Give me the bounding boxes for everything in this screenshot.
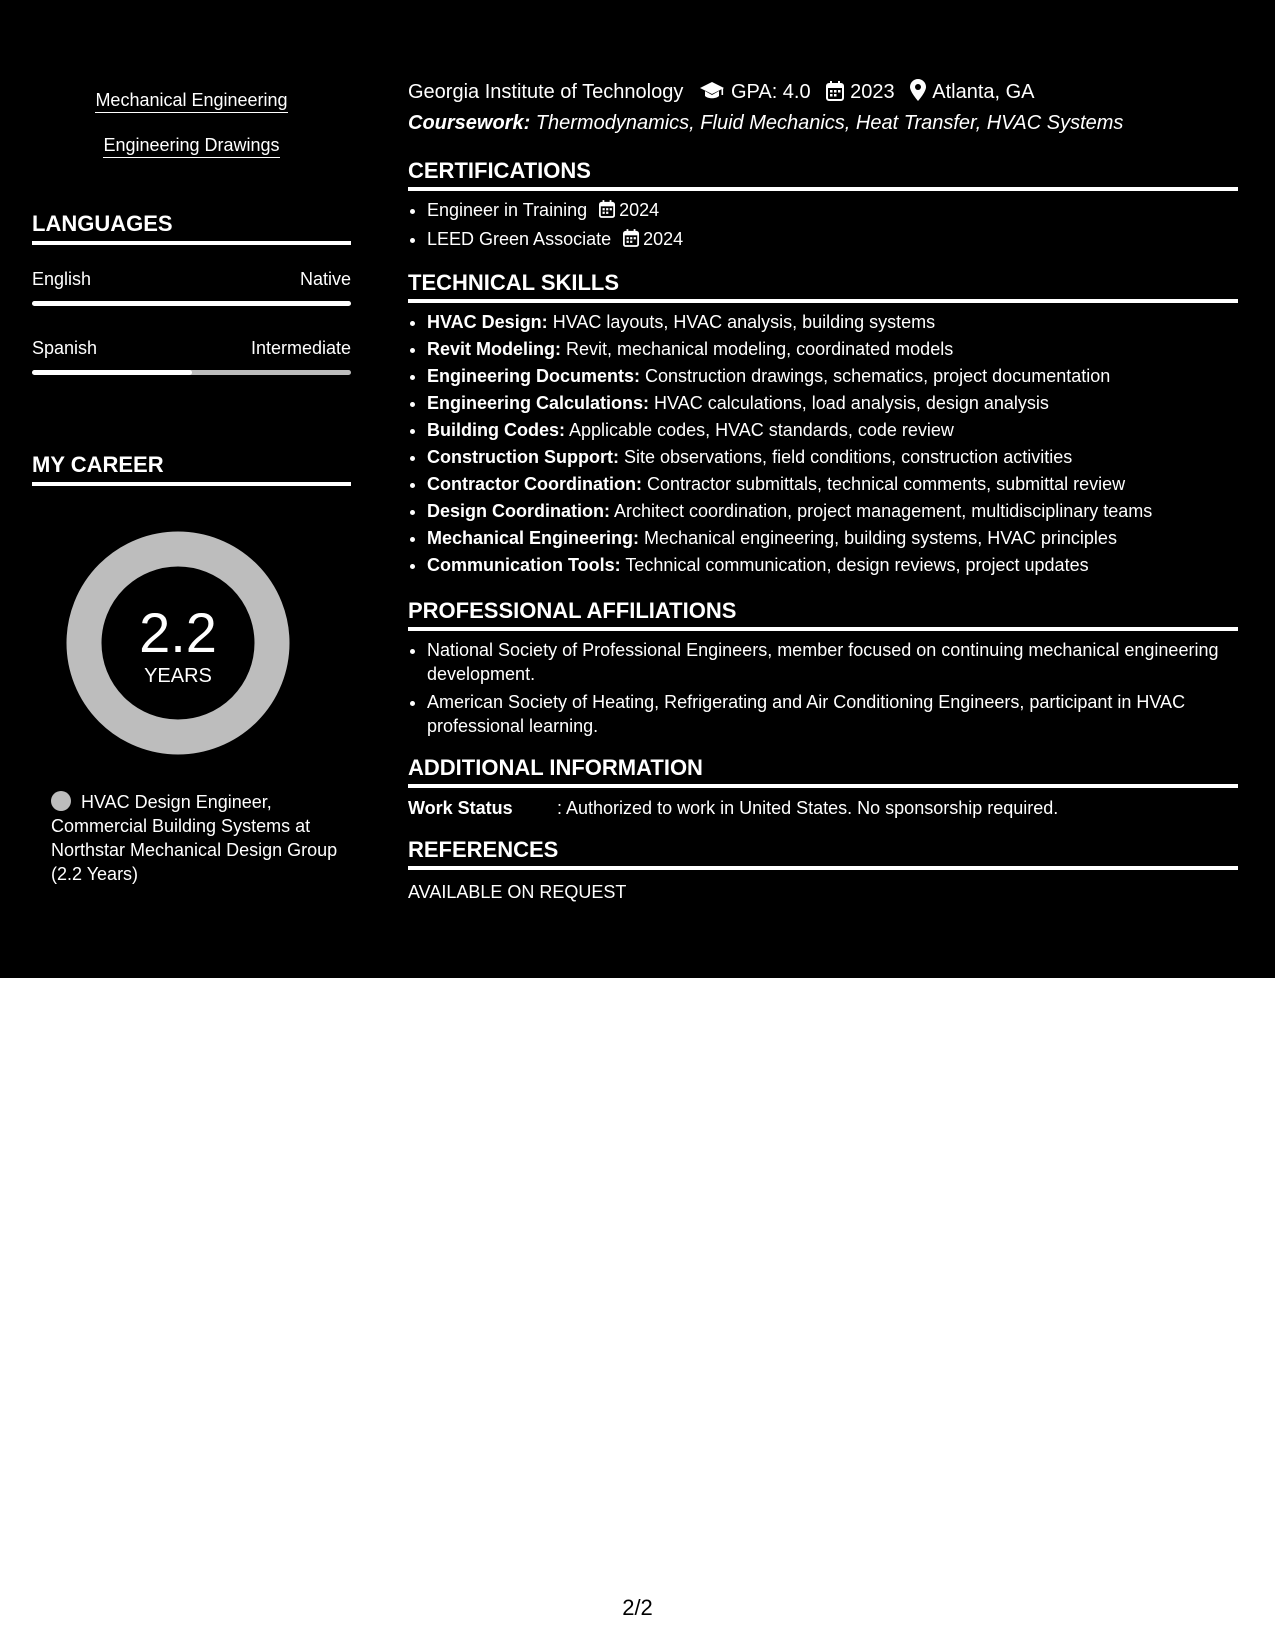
interest-link-mechanical-engineering[interactable]	[32, 89, 351, 111]
list-item	[427, 525, 1238, 552]
language-level: Native	[299, 269, 351, 289]
language-proficiency-bar	[32, 301, 351, 306]
skill-label: Design Coordination:	[427, 501, 610, 521]
skill-label: HVAC Design:	[427, 312, 548, 332]
technical-skills-list	[408, 309, 1238, 579]
list-item	[427, 417, 1238, 444]
language-level: Intermediate	[250, 338, 351, 358]
list-item	[427, 444, 1238, 471]
calendar-icon	[826, 81, 844, 108]
career-legend-dot	[51, 791, 71, 811]
languages-heading: LANGUAGES	[32, 211, 351, 245]
skill-text: Architect coordination, project management, multidisciplinary teams	[610, 501, 1153, 521]
certification-name: LEED Green Associate	[427, 229, 612, 249]
coursework-list: Thermodynamics, Fluid Mechanics, Heat Transfer, HVAC Systems	[530, 112, 1124, 134]
career-legend-text: HVAC Design Engineer, Commercial Building Systems at Northstar Mechanical Design Group (2.2 Years)	[51, 792, 338, 884]
coursework-label: Coursework:	[408, 112, 531, 134]
skill-label: Building Codes:	[427, 420, 565, 440]
certification-name: Engineer in Training	[427, 200, 588, 220]
education-year: 2023	[850, 81, 895, 103]
references-heading: REFERENCES	[408, 837, 1238, 870]
interest-label: Mechanical Engineering	[95, 90, 287, 113]
education-gpa: GPA: 4.0	[730, 81, 811, 103]
certification-year: 2024	[643, 229, 684, 249]
additional-info-heading: ADDITIONAL INFORMATION	[408, 755, 1238, 788]
skill-text: Site observations, field conditions, construction activities	[618, 447, 1073, 467]
skill-text: HVAC calculations, load analysis, design analysis	[649, 393, 1049, 413]
skill-label: Contractor Coordination:	[427, 474, 642, 494]
career-total-years: 2.2	[139, 601, 217, 664]
list-item	[427, 309, 1238, 336]
skill-label: Revit Modeling:	[427, 339, 561, 359]
language-proficiency-fill	[32, 301, 351, 306]
list-item	[427, 197, 1238, 226]
skill-text: Revit, mechanical modeling, coordinated models	[561, 339, 954, 359]
skill-text: Mechanical engineering, building systems, HVAC principles	[639, 528, 1117, 548]
affiliations-heading: PROFESSIONAL AFFILIATIONS	[408, 598, 1238, 631]
list-item	[427, 336, 1238, 363]
list-item	[427, 552, 1238, 579]
skill-text: HVAC layouts, HVAC analysis, building systems	[547, 312, 936, 332]
skill-label: Communication Tools:	[427, 555, 621, 575]
references-text: AVAILABLE ON REQUEST	[408, 882, 627, 902]
list-item	[427, 226, 1238, 255]
certifications-list	[408, 197, 1238, 255]
list-item	[427, 363, 1238, 390]
technical-skills-heading: TECHNICAL SKILLS	[408, 270, 1238, 303]
skill-label: Engineering Documents:	[427, 366, 641, 386]
certifications-heading: CERTIFICATIONS	[408, 158, 1238, 191]
career-legend-item	[51, 790, 341, 886]
skill-text: Applicable codes, HVAC standards, code review	[565, 420, 954, 440]
graduation-cap-icon	[699, 81, 725, 108]
skill-text: Contractor submittals, technical comments, submittal review	[641, 474, 1126, 494]
skill-label: Engineering Calculations:	[427, 393, 650, 413]
skill-label: Construction Support:	[427, 447, 619, 467]
language-proficiency-bar	[32, 370, 351, 375]
list-item: • National Society of Professional Engineers, member focused on continuing mechanical engineering development.	[427, 638, 1238, 686]
calendar-icon	[599, 199, 615, 226]
coursework-line	[408, 110, 1123, 136]
list-item: • American Society of Heating, Refrigerating and Air Conditioning Engineers, participant in HVAC professional learning.	[427, 690, 1238, 738]
career-total-unit: YEARS	[144, 665, 212, 687]
certification-year: 2024	[619, 200, 660, 220]
page-number: 2/2	[622, 1595, 653, 1620]
education-entry	[408, 79, 1035, 108]
calendar-icon	[623, 228, 639, 255]
work-status-label: Work Status	[408, 798, 513, 818]
list-item	[427, 498, 1238, 525]
language-name: English	[32, 269, 92, 289]
interest-label: Engineering Drawings	[103, 135, 279, 158]
language-name: Spanish	[32, 338, 98, 358]
education-location: Atlanta, GA	[932, 81, 1035, 103]
work-status-value: : Authorized to work in United States. No sponsorship required.	[557, 798, 1059, 818]
career-heading: MY CAREER	[32, 452, 351, 486]
affiliations-list	[408, 638, 1238, 742]
list-item	[427, 471, 1238, 498]
location-pin-icon	[910, 79, 926, 108]
interest-link-engineering-drawings[interactable]	[32, 134, 351, 156]
skill-label: Mechanical Engineering:	[427, 528, 640, 548]
skill-text: Technical communication, design reviews, project updates	[620, 555, 1089, 575]
language-proficiency-fill	[32, 370, 192, 375]
list-item	[427, 390, 1238, 417]
skill-text: Construction drawings, schematics, project documentation	[640, 366, 1111, 386]
school-name: Georgia Institute of Technology	[408, 81, 684, 103]
